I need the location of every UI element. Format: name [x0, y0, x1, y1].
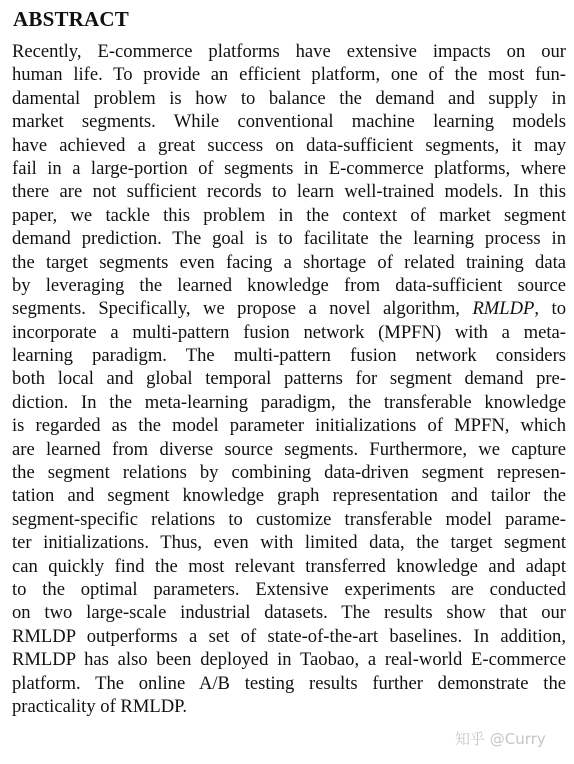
- abstract-line: by leveraging the learned knowledge from data-sufficient source: [12, 274, 566, 296]
- abstract-line: tation and segment knowledge graph representation and tailor the: [12, 485, 566, 507]
- abstract-line: is regarded as the model parameter initializations of MPFN, which: [12, 415, 566, 437]
- abstract-line: can quickly find the most relevant transferred knowledge and adapt: [12, 555, 566, 577]
- abstract-line: market segments. While conventional machine learning models: [12, 111, 566, 133]
- abstract-text-segment: segments. Specifically, we propose a novel algorithm,: [12, 298, 473, 320]
- abstract-line: platform. The online A/B testing results further demonstrate the: [12, 672, 566, 694]
- abstract-line: incorporate a multi-pattern fusion network (MPFN) with a meta-: [12, 321, 566, 343]
- abstract-line: on two large-scale industrial datasets. The results show that our: [12, 602, 566, 624]
- abstract-line: have achieved a great success on data-sufficient segments, it may: [12, 134, 566, 156]
- abstract-line: the segment relations by combining data-driven segment represen-: [12, 462, 566, 484]
- abstract-line: ter initializations. Thus, even with limited data, the target segment: [12, 532, 566, 554]
- abstract-line: RMLDP has also been deployed in Taobao, a real-world E-commerce: [12, 649, 566, 671]
- abstract-line: both local and global temporal patterns for segment demand pre-: [12, 368, 566, 390]
- abstract-line: are learned from diverse source segments. Furthermore, we capture: [12, 438, 566, 460]
- abstract-line: learning paradigm. The multi-pattern fusion network considers: [12, 345, 566, 367]
- abstract-line: to the optimal parameters. Extensive experiments are conducted: [12, 578, 566, 600]
- abstract-line: paper, we tackle this problem in the context of market segment: [12, 204, 566, 226]
- abstract-body: [12, 40, 566, 718]
- abstract-line: demand prediction. The goal is to facilitate the learning process in: [12, 228, 566, 250]
- abstract-line: [12, 297, 566, 320]
- abstract-line: segment-specific relations to customize transferable model parame-: [12, 508, 566, 530]
- abstract-line: damental problem is how to balance the demand and supply in: [12, 87, 566, 109]
- abstract-page: [12, 0, 566, 764]
- abstract-line: Recently, E-commerce platforms have extensive impacts on our: [12, 41, 566, 62]
- algorithm-name-italic: RMLDP: [472, 298, 535, 320]
- abstract-line: human life. To provide an efficient platform, one of the most fun-: [12, 64, 566, 86]
- abstract-text-segment: , to: [534, 298, 566, 320]
- abstract-line: practicality of RMLDP.: [12, 695, 188, 717]
- watermark: 知乎 @Curry: [455, 730, 546, 748]
- abstract-line: there are not sufficient records to learn well-trained models. In this: [12, 181, 566, 203]
- abstract-line: the target segments even facing a shortage of related training data: [12, 251, 566, 273]
- abstract-line: fail in a large-portion of segments in E-commerce platforms, where: [12, 157, 566, 179]
- abstract-heading: ABSTRACT: [13, 7, 129, 31]
- abstract-line: RMLDP outperforms a set of state-of-the-art baselines. In addition,: [12, 625, 566, 647]
- abstract-line: diction. In the meta-learning paradigm, the transferable knowledge: [12, 391, 566, 413]
